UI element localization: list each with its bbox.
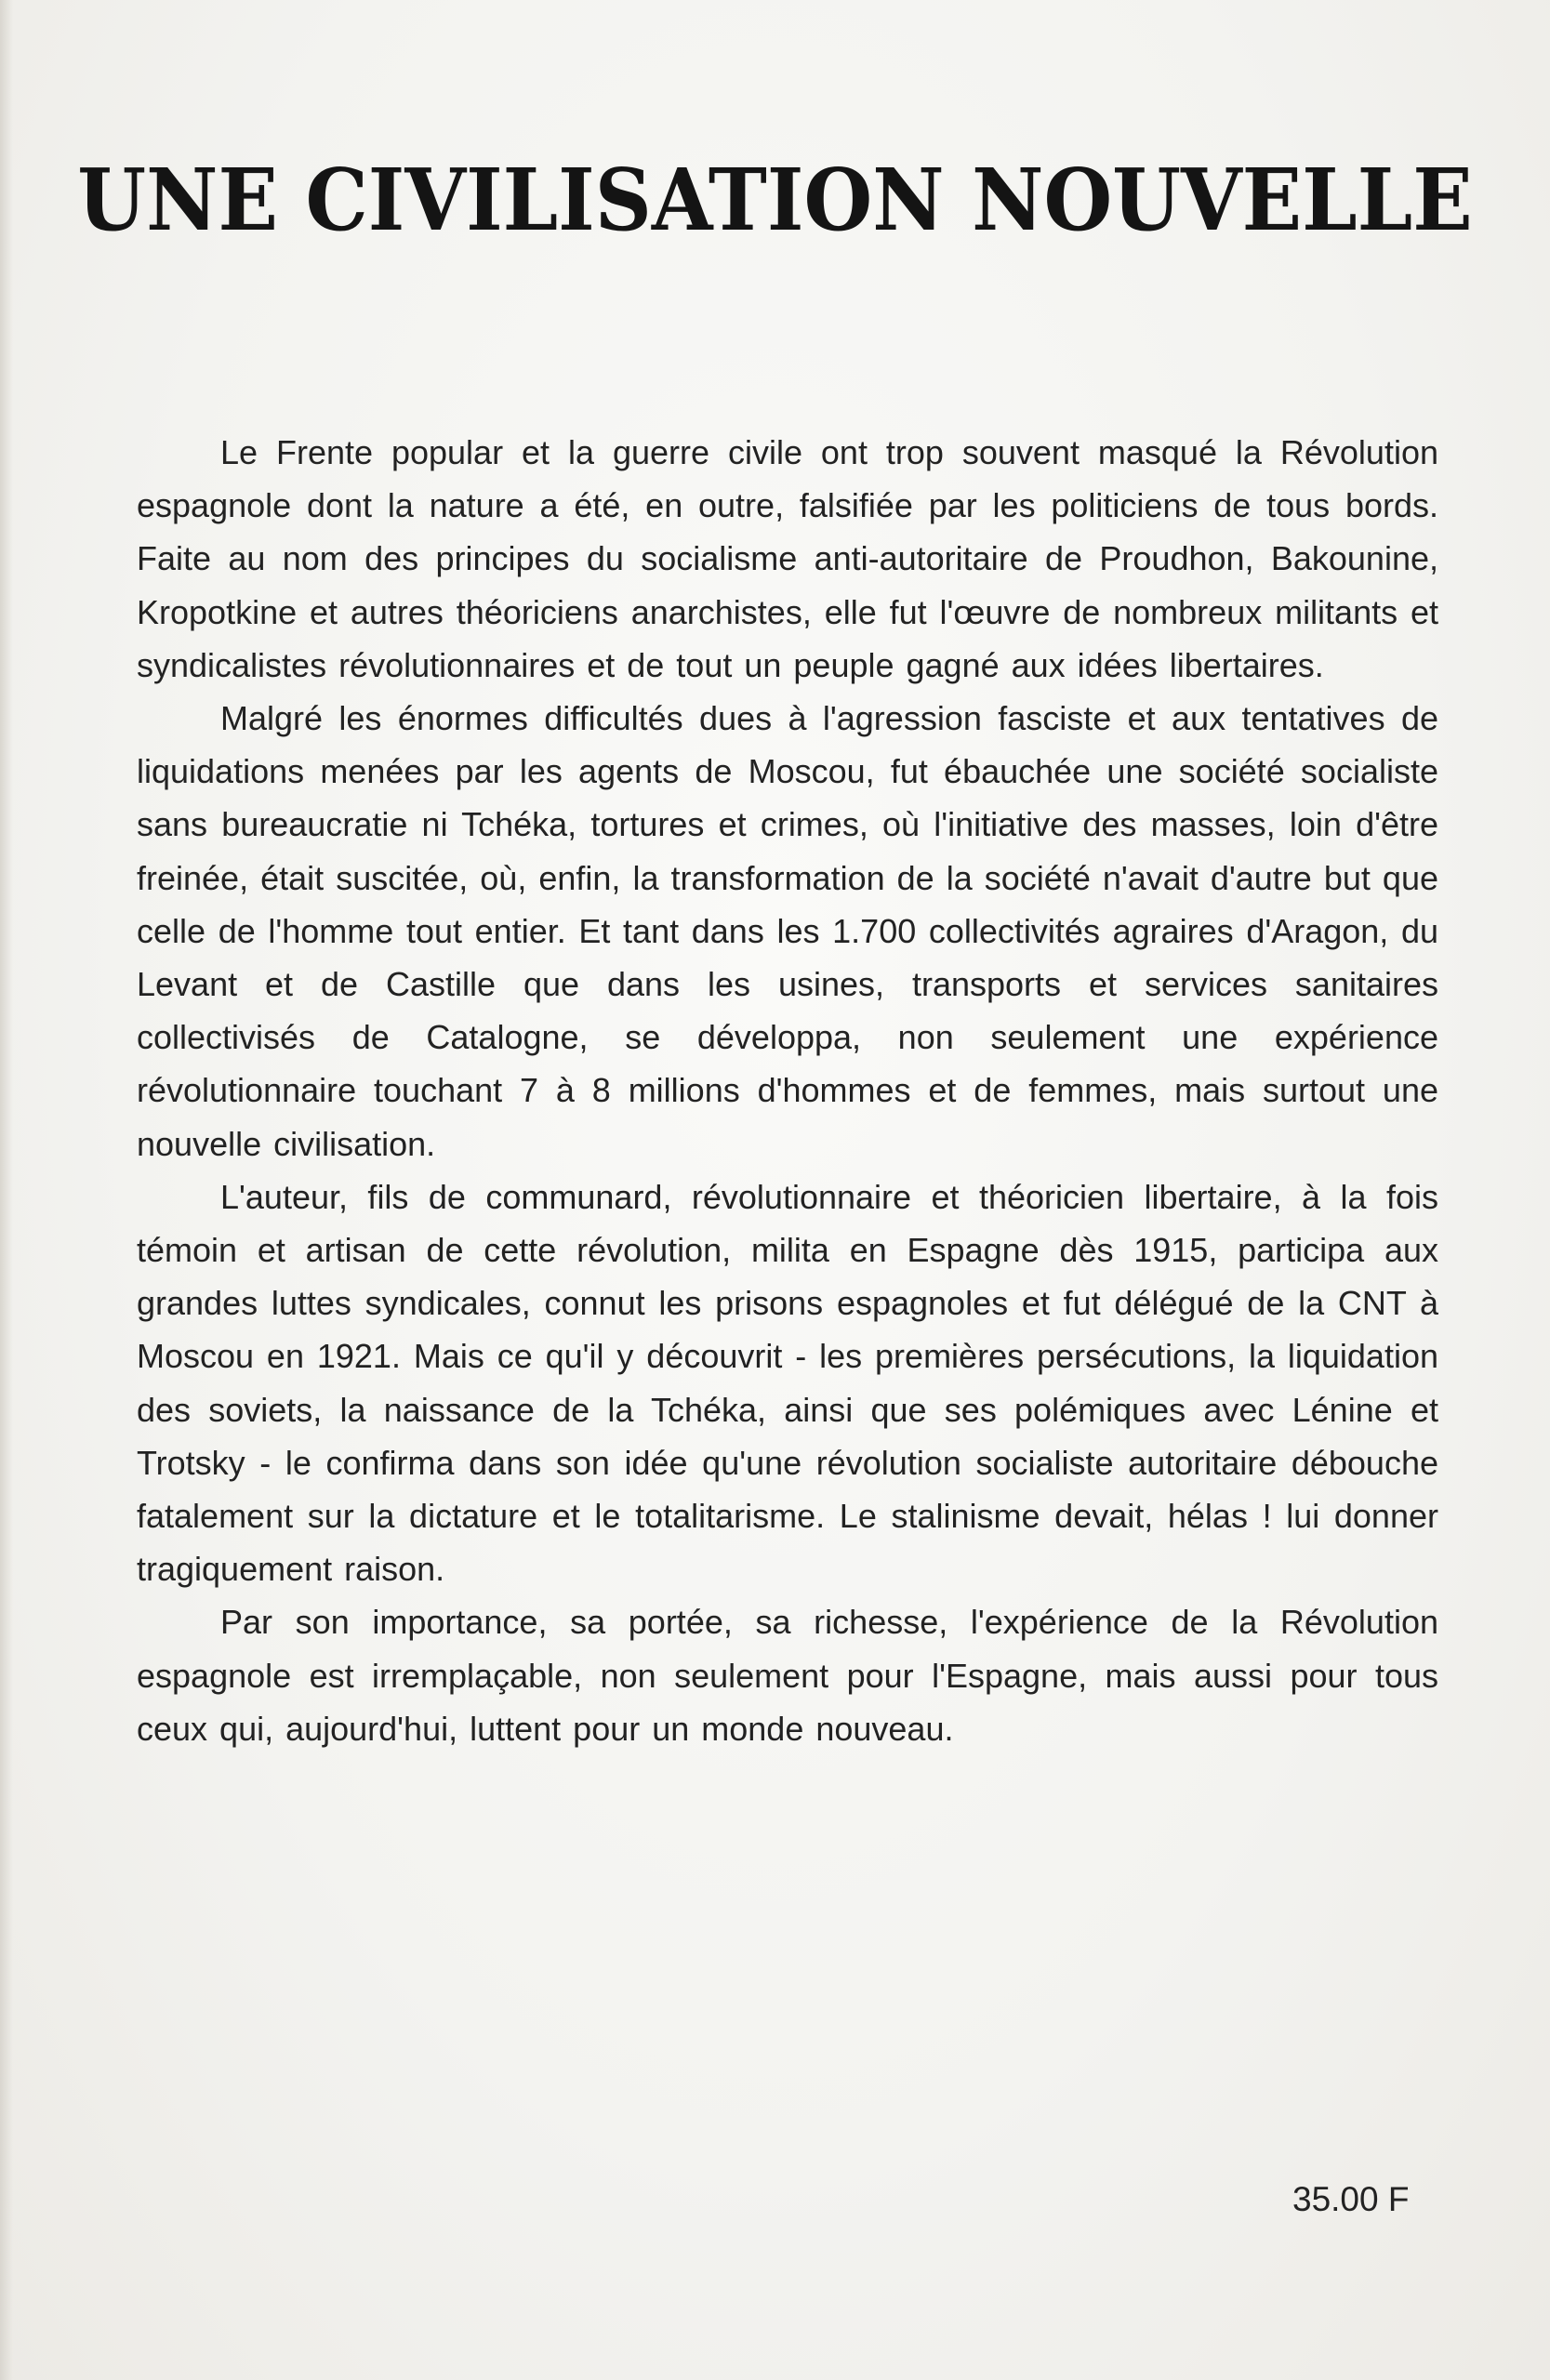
blurb-text [137, 426, 1438, 1755]
cover-title: UNE CIVILISATION NOUVELLE [77, 149, 1473, 250]
blurb-paragraph-4: Par son importance, sa portée, sa richesse, l'expérience de la Révolution espagnole est irremplaçable, non seulement pour l'Espagne, mais aussi pour tous ceux qui, aujourd'hui, luttent pour un monde nouveau. [137, 1603, 1438, 1748]
blurb-paragraph-3: L'auteur, fils de communard, révolutionnaire et théoricien libertaire, à la fois témoin et artisan de cette révolution, milita en Espagne dès 1915, participa aux grandes luttes syndicales, connut les prisons espagnoles et fut délégué de la CNT à Moscou en 1921. Mais ce qu'il y découvrit - les premières persécutions, la liquidation des soviets, la naissance de la Tchéka, ainsi que ses polémiques avec Lénine et Trotsky - le confirma dans son idée qu'une révolution socialiste autoritaire débouche fatalement sur la dictature et le totalitarisme. Le stalinisme devait, hélas ! lui donner tragiquement raison. [137, 1177, 1438, 1589]
blurb-paragraph-2: Malgré les énormes difficultés dues à l'agression fasciste et aux tentatives de liquidations menées par les agents de Moscou, fut ébauchée une société socialiste sans bureaucratie ni Tchéka, tortures et crimes, où l'initiative des masses, loin d'être freinée, était suscitée, où, enfin, la transformation de la société n'avait d'autre but que celle de l'homme tout entier. Et tant dans les 1.700 collectivités agraires d'Aragon, du Levant et de Castille que dans les usines, transports et services sanitaires collectivisés de Catalogne, se développa, non seulement une expérience révolutionnaire touchant 7 à 8 millions d'hommes et de femmes, mais surtout une nouvelle civilisation. [137, 699, 1438, 1163]
price-label: 35.00 F [1292, 2180, 1410, 2218]
blurb-paragraph-1: Le Frente popular et la guerre civile ont trop souvent masqué la Révolution espagnole dont la nature a été, en outre, falsifiée par les politiciens de tous bords. Faite au nom des principes du socialisme anti-autoritaire de Proudhon, Bakounine, Kropotkine et autres théoriciens anarchistes, elle fut l'œuvre de nombreux militants et syndicalistes révolutionnaires et de tout un peuple gagné aux idées libertaires. [137, 433, 1438, 684]
page-edge-shadow [0, 0, 13, 2380]
